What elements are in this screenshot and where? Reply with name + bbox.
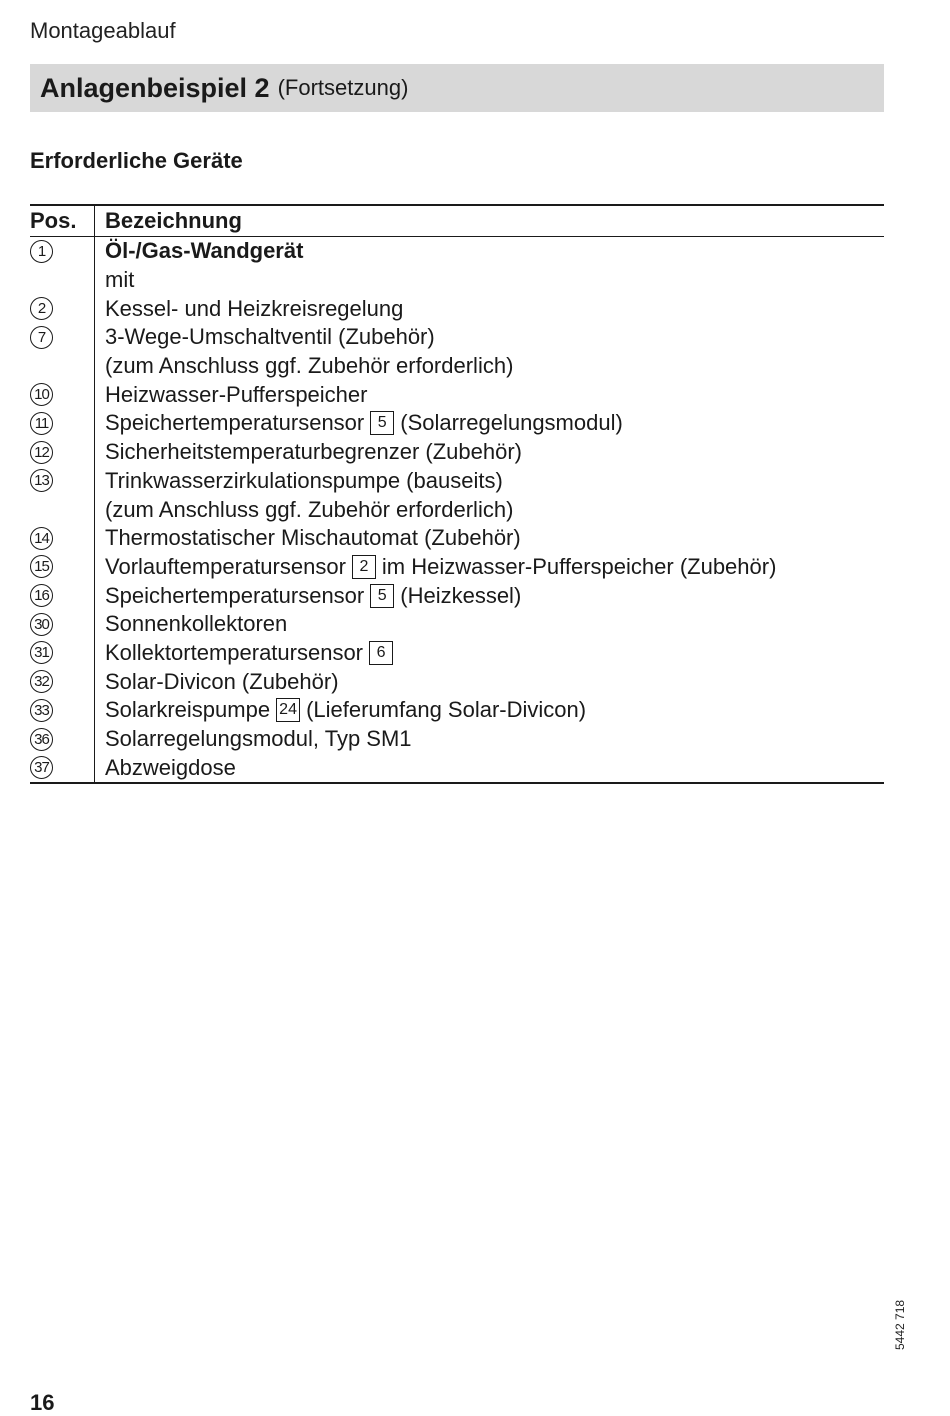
page-number: 16: [30, 1390, 55, 1415]
position-number: 1: [30, 240, 53, 263]
table-row: [30, 380, 884, 409]
table-row: [30, 438, 884, 467]
row-description: [95, 409, 884, 438]
table-row: [30, 524, 884, 553]
table-row: [30, 409, 884, 438]
section-label: Montageablauf: [30, 18, 176, 43]
position-number: 37: [30, 756, 53, 779]
description-text: Thermostatischer Mischautomat (Zubehör): [105, 525, 521, 551]
table-row: [30, 696, 884, 725]
description-text: Vorlauftemperatursensor: [105, 553, 346, 579]
row-pos: [30, 438, 95, 467]
row-description: [95, 610, 884, 639]
row-pos: [30, 266, 95, 295]
row-pos: [30, 495, 95, 524]
row-description: [95, 753, 884, 782]
row-pos: [30, 380, 95, 409]
position-number: 30: [30, 613, 53, 636]
row-description: [95, 438, 884, 467]
row-pos: [30, 467, 95, 496]
description-text: Trinkwasserzirkulationspumpe (bauseits): [105, 467, 503, 493]
description-text: Speichertemperatursensor: [105, 582, 365, 608]
terminal-number-box: 5: [370, 584, 394, 608]
row-description: [95, 294, 884, 323]
position-number: 13: [30, 469, 53, 492]
description-text: Kessel- und Heizkreisregelung: [105, 295, 404, 321]
position-number: 11: [30, 412, 53, 435]
row-pos: [30, 237, 95, 266]
description-text: (zum Anschluss ggf. Zubehör erforderlich): [105, 353, 514, 379]
table-row: [30, 323, 884, 352]
description-text: Sonnenkollektoren: [105, 611, 288, 637]
title-bar: [30, 64, 884, 112]
row-description: [95, 639, 884, 668]
row-description: [95, 725, 884, 754]
row-pos: [30, 323, 95, 352]
table-row: [30, 467, 884, 496]
header-pos: Pos.: [30, 206, 95, 236]
row-pos: [30, 294, 95, 323]
table-row: [30, 266, 884, 295]
row-pos: [30, 610, 95, 639]
row-description: [95, 380, 884, 409]
description-text: Abzweigdose: [105, 754, 236, 780]
row-pos: [30, 667, 95, 696]
description-text: Solarkreispumpe: [105, 697, 271, 723]
position-number: 10: [30, 383, 53, 406]
table-row: [30, 294, 884, 323]
table-row: [30, 753, 884, 782]
terminal-number-box: 2: [352, 555, 376, 579]
description-text: Heizwasser-Pufferspeicher: [105, 381, 368, 407]
row-description: [95, 352, 884, 381]
row-pos: [30, 409, 95, 438]
row-pos: [30, 581, 95, 610]
row-description: [95, 266, 884, 295]
row-pos: [30, 553, 95, 582]
page-title: Anlagenbeispiel 2: [40, 72, 270, 103]
description-text-suffix: im Heizwasser-Pufferspeicher (Zubehör): [381, 553, 777, 579]
description-text-suffix: (Lieferumfang Solar-Divicon): [306, 697, 587, 723]
row-description: [95, 323, 884, 352]
row-description: [95, 581, 884, 610]
table-row: [30, 352, 884, 381]
table-row: [30, 495, 884, 524]
row-description: [95, 237, 884, 266]
row-description: [95, 495, 884, 524]
position-number: 2: [30, 297, 53, 320]
row-pos: [30, 352, 95, 381]
description-text-suffix: (Heizkessel): [400, 582, 522, 608]
subheading: Erforderliche Geräte: [30, 148, 243, 173]
description-text: Öl-/Gas-Wandgerät: [105, 238, 304, 264]
row-pos: [30, 696, 95, 725]
table-row: [30, 725, 884, 754]
table-row: [30, 639, 884, 668]
position-number: 33: [30, 699, 53, 722]
table-row: [30, 581, 884, 610]
description-text: Solarregelungsmodul, Typ SM1: [105, 726, 412, 752]
position-number: 32: [30, 670, 53, 693]
terminal-number-box: 24: [276, 698, 300, 722]
row-pos: [30, 524, 95, 553]
position-number: 16: [30, 584, 53, 607]
description-text: Solar-Divicon (Zubehör): [105, 668, 339, 694]
row-description: [95, 524, 884, 553]
table-row: [30, 237, 884, 266]
terminal-number-box: 6: [369, 641, 393, 665]
row-description: [95, 696, 884, 725]
header-desc: Bezeichnung: [105, 208, 242, 233]
position-number: 15: [30, 555, 53, 578]
terminal-number-box: 5: [370, 411, 394, 435]
parts-table: [30, 204, 884, 784]
position-number: 31: [30, 641, 53, 664]
table-row: [30, 667, 884, 696]
row-description: [95, 553, 884, 582]
description-text: mit: [105, 267, 135, 293]
row-description: [95, 667, 884, 696]
table-header: [30, 206, 884, 237]
description-text: Kollektortemperatursensor: [105, 639, 364, 665]
row-pos: [30, 639, 95, 668]
row-pos: [30, 725, 95, 754]
table-row: [30, 553, 884, 582]
description-text: (zum Anschluss ggf. Zubehör erforderlich): [105, 496, 514, 522]
position-number: 12: [30, 441, 53, 464]
row-description: [95, 467, 884, 496]
table-body: [30, 237, 884, 782]
table-row: [30, 610, 884, 639]
description-text: 3-Wege-Umschaltventil (Zubehör): [105, 324, 435, 350]
position-number: 36: [30, 728, 53, 751]
page-title-suffix: (Fortsetzung): [277, 75, 409, 100]
description-text: Speichertemperatursensor: [105, 410, 365, 436]
description-text: Sicherheitstemperaturbegrenzer (Zubehör): [105, 439, 522, 465]
document-number: 5442 718: [893, 1299, 907, 1350]
position-number: 7: [30, 326, 53, 349]
row-pos: [30, 753, 95, 782]
position-number: 14: [30, 527, 53, 550]
description-text-suffix: (Solarregelungsmodul): [400, 410, 623, 436]
